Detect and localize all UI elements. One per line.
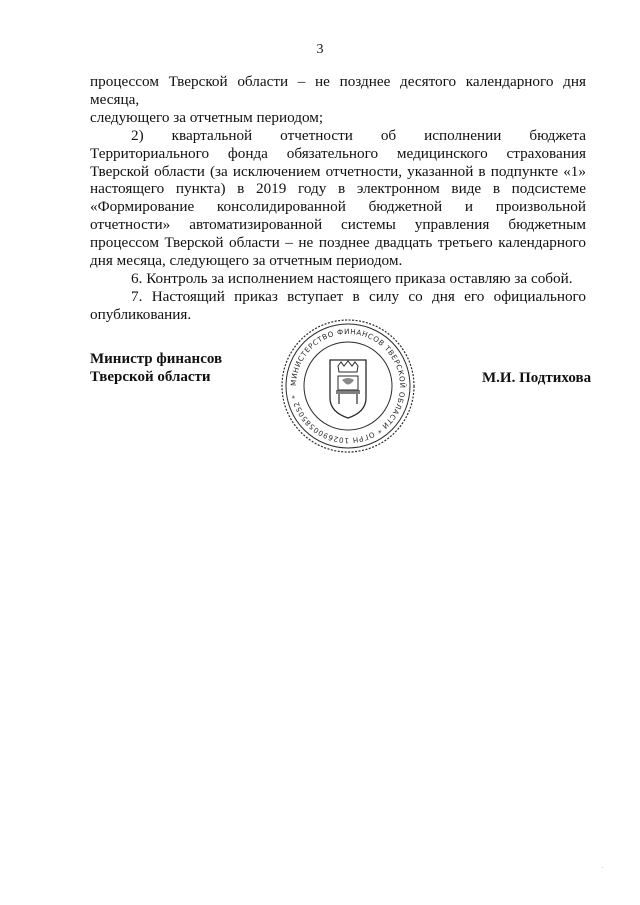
paragraph-item-7: 7. Настоящий приказ вступает в силу со дня его официального опубликования. [90,287,586,323]
scan-speck [602,867,603,868]
page-number: 3 [316,42,324,57]
paragraph-item-6: 6. Контроль за исполнением настоящего приказа оставляю за собой. [131,269,573,287]
document-body [90,73,586,324]
paragraph-item-2: 2) квартальной отчетности об исполнении бюджета Территориального фонда обязательного медицинского страхования Тверской области (за исключением отчетности, указанной в подпункте «1» настоящего пункта) в 2019 году в электронном виде в подсистеме «Формирование консолидированной бюджетной и произвольной отчетности» автоматизированной системы управления бюджетным процессом Тверской области – не позднее двадцать третьего календарного дня месяца, следующего за отчетным периодом. [90,126,586,270]
signature-title-line1: Министр финансов [90,351,223,367]
seal-ring-text: МИНИСТЕРСТВО ФИНАНСОВ ТВЕРСКОЙ ОБЛАСТИ * ОГРН 1026900585052 * [288,326,408,446]
svg-text:МИНИСТЕРСТВО ФИНАНСОВ ТВЕРСКОЙ [289,327,407,445]
official-seal [280,318,416,454]
signature-title [90,350,222,386]
paragraph-continuation-line1: процессом Тверской области – не позднее десятого календарного дня месяца, [90,73,586,108]
signatory-name: М.И. Подтихова [482,370,592,386]
seal-icon [280,318,416,454]
signature-title-line2: Тверской области [90,369,211,385]
paragraph-continuation-line2: следующего за отчетным периодом; [90,108,324,126]
